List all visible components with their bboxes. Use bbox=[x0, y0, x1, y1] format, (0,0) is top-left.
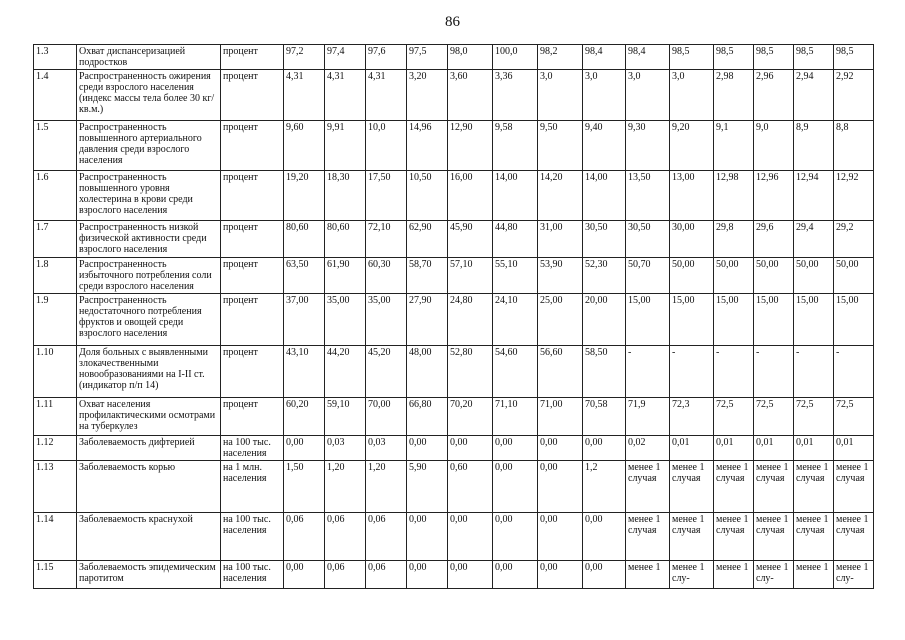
value-cell: 70,58 bbox=[583, 398, 626, 436]
value-cell: 0,06 bbox=[366, 513, 407, 561]
value-cell: 98,5 bbox=[754, 45, 794, 70]
row-code: 1.6 bbox=[34, 171, 77, 221]
value-cell: 98,0 bbox=[448, 45, 493, 70]
value-cell: 58,70 bbox=[407, 258, 448, 294]
value-cell: - bbox=[670, 346, 714, 398]
value-cell: 29,2 bbox=[834, 221, 874, 258]
table-row bbox=[34, 45, 874, 70]
indicator-name: Заболеваемость краснухой bbox=[77, 513, 221, 561]
value-cell: 0,00 bbox=[538, 513, 583, 561]
value-cell: 9,50 bbox=[538, 121, 583, 171]
table-row bbox=[34, 561, 874, 589]
unit-cell: процент bbox=[221, 346, 284, 398]
value-cell: 57,10 bbox=[448, 258, 493, 294]
value-cell: 71,00 bbox=[538, 398, 583, 436]
value-cell: 50,00 bbox=[794, 258, 834, 294]
value-cell: 0,01 bbox=[834, 436, 874, 461]
value-cell: 56,60 bbox=[538, 346, 583, 398]
value-cell: - bbox=[754, 346, 794, 398]
indicator-name: Распространенность избыточного потребления соли среди взрослого населения bbox=[77, 258, 221, 294]
value-cell: 44,80 bbox=[493, 221, 538, 258]
unit-cell: на 100 тыс. населения bbox=[221, 561, 284, 589]
value-cell: - bbox=[714, 346, 754, 398]
value-cell: 97,4 bbox=[325, 45, 366, 70]
value-cell: 45,20 bbox=[366, 346, 407, 398]
value-cell: 19,20 bbox=[284, 171, 325, 221]
value-cell: 3,0 bbox=[626, 70, 670, 121]
value-cell: менее 1 случая bbox=[714, 461, 754, 513]
value-cell: 16,00 bbox=[448, 171, 493, 221]
value-cell: 1,2 bbox=[583, 461, 626, 513]
value-cell: 98,5 bbox=[834, 45, 874, 70]
value-cell: менее 1 слу- bbox=[670, 561, 714, 589]
value-cell: 9,30 bbox=[626, 121, 670, 171]
value-cell: 60,20 bbox=[284, 398, 325, 436]
value-cell: 17,50 bbox=[366, 171, 407, 221]
row-code: 1.9 bbox=[34, 294, 77, 346]
value-cell: 25,00 bbox=[538, 294, 583, 346]
value-cell: 45,90 bbox=[448, 221, 493, 258]
value-cell: 31,00 bbox=[538, 221, 583, 258]
indicator-name: Охват населения профилактическими осмотрами на туберкулез bbox=[77, 398, 221, 436]
value-cell: менее 1 случая bbox=[670, 513, 714, 561]
value-cell: - bbox=[626, 346, 670, 398]
value-cell: 0,00 bbox=[448, 436, 493, 461]
value-cell: менее 1 слу- bbox=[754, 561, 794, 589]
indicator-name: Заболеваемость дифтерией bbox=[77, 436, 221, 461]
value-cell: 30,50 bbox=[626, 221, 670, 258]
value-cell: 72,5 bbox=[714, 398, 754, 436]
value-cell: 50,00 bbox=[754, 258, 794, 294]
value-cell: 66,80 bbox=[407, 398, 448, 436]
value-cell: 72,5 bbox=[754, 398, 794, 436]
value-cell: 3,0 bbox=[670, 70, 714, 121]
value-cell: 54,60 bbox=[493, 346, 538, 398]
value-cell: 1,50 bbox=[284, 461, 325, 513]
value-cell: 50,70 bbox=[626, 258, 670, 294]
value-cell: 53,90 bbox=[538, 258, 583, 294]
row-code: 1.5 bbox=[34, 121, 77, 171]
value-cell: менее 1 случая bbox=[670, 461, 714, 513]
value-cell: 0,01 bbox=[714, 436, 754, 461]
value-cell: 15,00 bbox=[626, 294, 670, 346]
value-cell: менее 1 bbox=[714, 561, 754, 589]
page-number: 86 bbox=[445, 14, 460, 30]
value-cell: 62,90 bbox=[407, 221, 448, 258]
unit-cell: процент bbox=[221, 70, 284, 121]
value-cell: 59,10 bbox=[325, 398, 366, 436]
value-cell: 80,60 bbox=[325, 221, 366, 258]
indicator-name: Охват диспансеризацией подростков bbox=[77, 45, 221, 70]
row-code: 1.7 bbox=[34, 221, 77, 258]
value-cell: 72,5 bbox=[794, 398, 834, 436]
value-cell: 0,00 bbox=[407, 436, 448, 461]
unit-cell: на 1 млн. населения bbox=[221, 461, 284, 513]
value-cell: 98,4 bbox=[583, 45, 626, 70]
value-cell: 0,00 bbox=[538, 561, 583, 589]
value-cell: менее 1 случая bbox=[834, 513, 874, 561]
value-cell: 0,00 bbox=[407, 561, 448, 589]
table-row bbox=[34, 70, 874, 121]
indicator-name: Распространенность недостаточного потребления фруктов и овощей среди взрослого населения bbox=[77, 294, 221, 346]
value-cell: 0,60 bbox=[448, 461, 493, 513]
indicator-name: Распространенность низкой физической активности среди взрослого населения bbox=[77, 221, 221, 258]
value-cell: 4,31 bbox=[366, 70, 407, 121]
value-cell: 24,10 bbox=[493, 294, 538, 346]
value-cell: 2,94 bbox=[794, 70, 834, 121]
value-cell: 50,00 bbox=[670, 258, 714, 294]
value-cell: 48,00 bbox=[407, 346, 448, 398]
value-cell: 3,0 bbox=[583, 70, 626, 121]
indicator-name: Распространенность повышенного уровня холестерина в крови среди взрослого населения bbox=[77, 171, 221, 221]
value-cell: 97,6 bbox=[366, 45, 407, 70]
value-cell: менее 1 bbox=[626, 561, 670, 589]
value-cell: менее 1 слу- bbox=[834, 561, 874, 589]
value-cell: 55,10 bbox=[493, 258, 538, 294]
row-code: 1.14 bbox=[34, 513, 77, 561]
value-cell: 2,96 bbox=[754, 70, 794, 121]
value-cell: 37,00 bbox=[284, 294, 325, 346]
value-cell: 30,50 bbox=[583, 221, 626, 258]
value-cell: 0,00 bbox=[493, 436, 538, 461]
value-cell: 61,90 bbox=[325, 258, 366, 294]
value-cell: 58,50 bbox=[583, 346, 626, 398]
value-cell: 8,9 bbox=[794, 121, 834, 171]
value-cell: 14,00 bbox=[493, 171, 538, 221]
value-cell: 50,00 bbox=[714, 258, 754, 294]
row-code: 1.13 bbox=[34, 461, 77, 513]
row-code: 1.12 bbox=[34, 436, 77, 461]
value-cell: 50,00 bbox=[834, 258, 874, 294]
value-cell: 29,8 bbox=[714, 221, 754, 258]
value-cell: 43,10 bbox=[284, 346, 325, 398]
value-cell: 3,60 bbox=[448, 70, 493, 121]
value-cell: 52,80 bbox=[448, 346, 493, 398]
indicator-name: Заболеваемость корью bbox=[77, 461, 221, 513]
value-cell: 9,58 bbox=[493, 121, 538, 171]
table-row bbox=[34, 461, 874, 513]
value-cell: 4,31 bbox=[325, 70, 366, 121]
value-cell: 0,06 bbox=[366, 561, 407, 589]
value-cell: 0,06 bbox=[325, 513, 366, 561]
value-cell: 14,96 bbox=[407, 121, 448, 171]
value-cell: 0,00 bbox=[583, 513, 626, 561]
indicator-name: Распространенность ожирения среди взрослого населения (индекс массы тела более 30 кг/кв.м.) bbox=[77, 70, 221, 121]
value-cell: 1,20 bbox=[325, 461, 366, 513]
value-cell: 12,90 bbox=[448, 121, 493, 171]
value-cell: менее 1 случая bbox=[794, 513, 834, 561]
value-cell: 13,00 bbox=[670, 171, 714, 221]
value-cell: 18,30 bbox=[325, 171, 366, 221]
value-cell: 0,00 bbox=[493, 513, 538, 561]
unit-cell: процент bbox=[221, 398, 284, 436]
value-cell: 9,1 bbox=[714, 121, 754, 171]
value-cell: менее 1 случая bbox=[626, 461, 670, 513]
value-cell: менее 1 случая bbox=[714, 513, 754, 561]
value-cell: 9,40 bbox=[583, 121, 626, 171]
value-cell: 35,00 bbox=[366, 294, 407, 346]
value-cell: 14,20 bbox=[538, 171, 583, 221]
value-cell: 15,00 bbox=[794, 294, 834, 346]
value-cell: 0,03 bbox=[366, 436, 407, 461]
row-code: 1.11 bbox=[34, 398, 77, 436]
value-cell: 20,00 bbox=[583, 294, 626, 346]
value-cell: 44,20 bbox=[325, 346, 366, 398]
value-cell: - bbox=[794, 346, 834, 398]
indicator-name: Распространенность повышенного артериального давления среди взрослого населения bbox=[77, 121, 221, 171]
value-cell: 71,9 bbox=[626, 398, 670, 436]
table-body bbox=[34, 45, 874, 589]
table-row bbox=[34, 398, 874, 436]
value-cell: 29,4 bbox=[794, 221, 834, 258]
unit-cell: процент bbox=[221, 258, 284, 294]
value-cell: 0,00 bbox=[493, 461, 538, 513]
value-cell: 35,00 bbox=[325, 294, 366, 346]
value-cell: 0,00 bbox=[538, 436, 583, 461]
value-cell: 0,01 bbox=[670, 436, 714, 461]
value-cell: 72,5 bbox=[834, 398, 874, 436]
value-cell: 0,00 bbox=[407, 513, 448, 561]
unit-cell: процент bbox=[221, 171, 284, 221]
value-cell: 3,0 bbox=[538, 70, 583, 121]
value-cell: 0,00 bbox=[538, 461, 583, 513]
value-cell: 24,80 bbox=[448, 294, 493, 346]
value-cell: 98,5 bbox=[670, 45, 714, 70]
value-cell: 0,00 bbox=[493, 561, 538, 589]
row-code: 1.3 bbox=[34, 45, 77, 70]
indicator-name: Заболеваемость эпидемическим паротитом bbox=[77, 561, 221, 589]
value-cell: 9,60 bbox=[284, 121, 325, 171]
value-cell: 8,8 bbox=[834, 121, 874, 171]
value-cell: 29,6 bbox=[754, 221, 794, 258]
unit-cell: процент bbox=[221, 45, 284, 70]
value-cell: 14,00 bbox=[583, 171, 626, 221]
value-cell: 98,2 bbox=[538, 45, 583, 70]
value-cell: 0,00 bbox=[284, 561, 325, 589]
value-cell: 30,00 bbox=[670, 221, 714, 258]
value-cell: менее 1 случая bbox=[754, 461, 794, 513]
value-cell: 0,06 bbox=[284, 513, 325, 561]
value-cell: 12,92 bbox=[834, 171, 874, 221]
value-cell: 0,01 bbox=[754, 436, 794, 461]
table-row bbox=[34, 121, 874, 171]
value-cell: 12,94 bbox=[794, 171, 834, 221]
value-cell: 0,00 bbox=[284, 436, 325, 461]
value-cell: 70,20 bbox=[448, 398, 493, 436]
value-cell: 13,50 bbox=[626, 171, 670, 221]
value-cell: 15,00 bbox=[670, 294, 714, 346]
value-cell: менее 1 случая bbox=[794, 461, 834, 513]
value-cell: 0,03 bbox=[325, 436, 366, 461]
value-cell: 97,5 bbox=[407, 45, 448, 70]
table-row bbox=[34, 436, 874, 461]
value-cell: 3,36 bbox=[493, 70, 538, 121]
value-cell: 98,5 bbox=[794, 45, 834, 70]
value-cell: 12,96 bbox=[754, 171, 794, 221]
value-cell: 15,00 bbox=[714, 294, 754, 346]
value-cell: 0,00 bbox=[448, 513, 493, 561]
indicator-name: Доля больных с выявленными злокачественными новообразованиями на I-II ст. (индикатор п/п 14) bbox=[77, 346, 221, 398]
value-cell: 4,31 bbox=[284, 70, 325, 121]
value-cell: менее 1 случая bbox=[626, 513, 670, 561]
table-row bbox=[34, 294, 874, 346]
value-cell: менее 1 bbox=[794, 561, 834, 589]
value-cell: 97,2 bbox=[284, 45, 325, 70]
value-cell: 10,50 bbox=[407, 171, 448, 221]
row-code: 1.15 bbox=[34, 561, 77, 589]
value-cell: 15,00 bbox=[754, 294, 794, 346]
row-code: 1.10 bbox=[34, 346, 77, 398]
unit-cell: на 100 тыс. населения bbox=[221, 436, 284, 461]
value-cell: 27,90 bbox=[407, 294, 448, 346]
value-cell: менее 1 случая bbox=[834, 461, 874, 513]
value-cell: 71,10 bbox=[493, 398, 538, 436]
unit-cell: процент bbox=[221, 294, 284, 346]
table-row bbox=[34, 171, 874, 221]
indicators-table bbox=[33, 44, 874, 589]
table-row bbox=[34, 513, 874, 561]
value-cell: 15,00 bbox=[834, 294, 874, 346]
value-cell: 5,90 bbox=[407, 461, 448, 513]
value-cell: 3,20 bbox=[407, 70, 448, 121]
value-cell: 0,00 bbox=[583, 561, 626, 589]
value-cell: 98,4 bbox=[626, 45, 670, 70]
value-cell: 12,98 bbox=[714, 171, 754, 221]
value-cell: 9,0 bbox=[754, 121, 794, 171]
value-cell: 72,10 bbox=[366, 221, 407, 258]
value-cell: 9,20 bbox=[670, 121, 714, 171]
value-cell: 9,91 bbox=[325, 121, 366, 171]
row-code: 1.8 bbox=[34, 258, 77, 294]
value-cell: 1,20 bbox=[366, 461, 407, 513]
value-cell: 0,06 bbox=[325, 561, 366, 589]
unit-cell: на 100 тыс. населения bbox=[221, 513, 284, 561]
value-cell: 100,0 bbox=[493, 45, 538, 70]
value-cell: 70,00 bbox=[366, 398, 407, 436]
value-cell: 80,60 bbox=[284, 221, 325, 258]
value-cell: 63,50 bbox=[284, 258, 325, 294]
value-cell: менее 1 случая bbox=[754, 513, 794, 561]
value-cell: 2,92 bbox=[834, 70, 874, 121]
value-cell: 0,02 bbox=[626, 436, 670, 461]
value-cell: 2,98 bbox=[714, 70, 754, 121]
value-cell: 0,00 bbox=[448, 561, 493, 589]
value-cell: - bbox=[834, 346, 874, 398]
table-row bbox=[34, 221, 874, 258]
value-cell: 60,30 bbox=[366, 258, 407, 294]
value-cell: 52,30 bbox=[583, 258, 626, 294]
value-cell: 10,0 bbox=[366, 121, 407, 171]
unit-cell: процент bbox=[221, 221, 284, 258]
value-cell: 72,3 bbox=[670, 398, 714, 436]
value-cell: 0,00 bbox=[583, 436, 626, 461]
table-row bbox=[34, 346, 874, 398]
value-cell: 0,01 bbox=[794, 436, 834, 461]
value-cell: 98,5 bbox=[714, 45, 754, 70]
unit-cell: процент bbox=[221, 121, 284, 171]
table-row bbox=[34, 258, 874, 294]
row-code: 1.4 bbox=[34, 70, 77, 121]
